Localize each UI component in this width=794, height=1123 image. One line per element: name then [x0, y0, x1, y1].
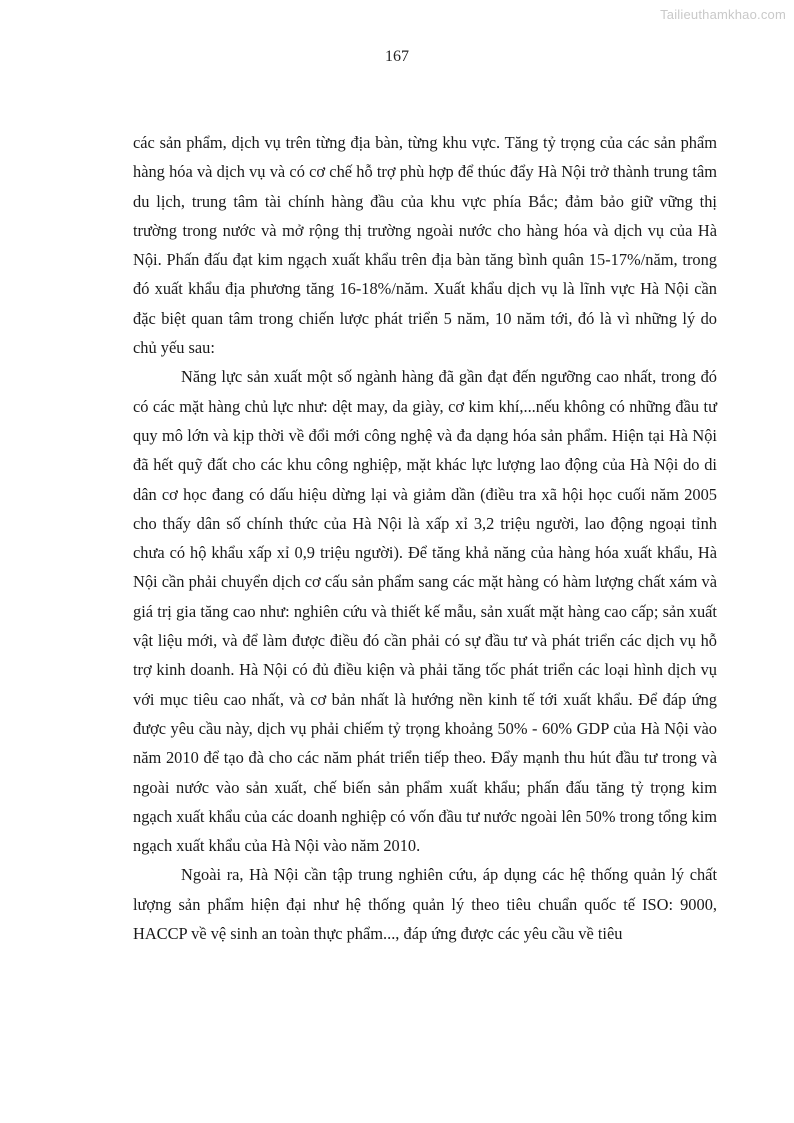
- page-number: 167: [385, 48, 409, 65]
- paragraph-quality-management: Ngoài ra, Hà Nội cần tập trung nghiên cứu, áp dụng các hệ thống quản lý chất lượng sản phẩm hiện đại như hệ thống quản lý theo tiêu chuẩn quốc tế ISO: 9000, HACCP về vệ sinh an toàn thực phẩm..., đáp ứng được các yêu cầu về tiêu: [133, 865, 717, 944]
- document-body: [133, 128, 717, 948]
- paragraph-production-capacity: Năng lực sản xuất một số ngành hàng đã gần đạt đến ngưỡng cao nhất, trong đó có các mặt hàng chủ lực như: dệt may, da giày, cơ kim khí,...nếu không có những đầu tư quy mô lớn và kịp thời về đổi mới công nghệ và đa dạng hóa sản phẩm. Hiện tại Hà Nội đã hết quỹ đất cho các khu công nghiệp, mặt khác lực lượng lao động của Hà Nội do di dân cơ học đang có dấu hiệu dừng lại và giảm dần (điều tra xã hội học cuối năm 2005 cho thấy dân số chính thức của Hà Nội là xấp xỉ 3,2 triệu người, lao động ngoại tỉnh chưa có hộ khẩu xấp xỉ 0,9 triệu người). Để tăng khả năng của hàng hóa xuất khẩu, Hà Nội cần phải chuyển dịch cơ cấu sản phẩm sang các mặt hàng có hàm lượng chất xám và giá trị gia tăng cao như: nghiên cứu và thiết kế mẫu, sản xuất mặt hàng cao cấp; sản xuất vật liệu mới, và để làm được điều đó cần phải có sự đầu tư và phát triển các dịch vụ hỗ trợ kinh doanh. Hà Nội có đủ điều kiện và phải tăng tốc phát triển các loại hình dịch vụ với mục tiêu cao nhất, và cơ bản nhất là hướng nền kinh tế tới xuất khẩu. Để đáp ứng được yêu cầu này, dịch vụ phải chiếm tỷ trọng khoảng 50% - 60% GDP của Hà Nội vào năm 2010 để tạo đà cho các năm phát triển tiếp theo. Đẩy mạnh thu hút đầu tư trong và ngoài nước vào sản xuất, chế biến sản phẩm xuất khẩu; phấn đấu tăng tỷ trọng kim ngạch xuất khẩu của các doanh nghiệp có vốn đầu tư nước ngoài lên 50% trong tổng kim ngạch xuất khẩu của Hà Nội vào năm 2010.: [133, 367, 718, 856]
- paragraph-continuation: các sản phẩm, dịch vụ trên từng địa bàn, từng khu vực. Tăng tỷ trọng của các sản phẩm hàng hóa và dịch vụ và có cơ chế hỗ trợ phù hợp để thúc đẩy Hà Nội trở thành trung tâm du lịch, trung tâm tài chính hàng đầu của khu vực phía Bắc; đảm bảo giữ vững thị trường trong nước và mở rộng thị trường ngoài nước cho hàng hóa và dịch vụ của Hà Nội. Phấn đấu đạt kim ngạch xuất khẩu trên địa bàn tăng bình quân 15-17%/năm, trong đó xuất khẩu địa phương tăng 16-18%/năm. Xuất khẩu dịch vụ là lĩnh vực Hà Nội cần đặc biệt quan tâm trong chiến lược phát triển 5 năm, 10 năm tới, đó là vì những lý do chủ yếu sau:: [133, 133, 717, 358]
- site-watermark: Tailieuthamkhao.com: [660, 7, 786, 22]
